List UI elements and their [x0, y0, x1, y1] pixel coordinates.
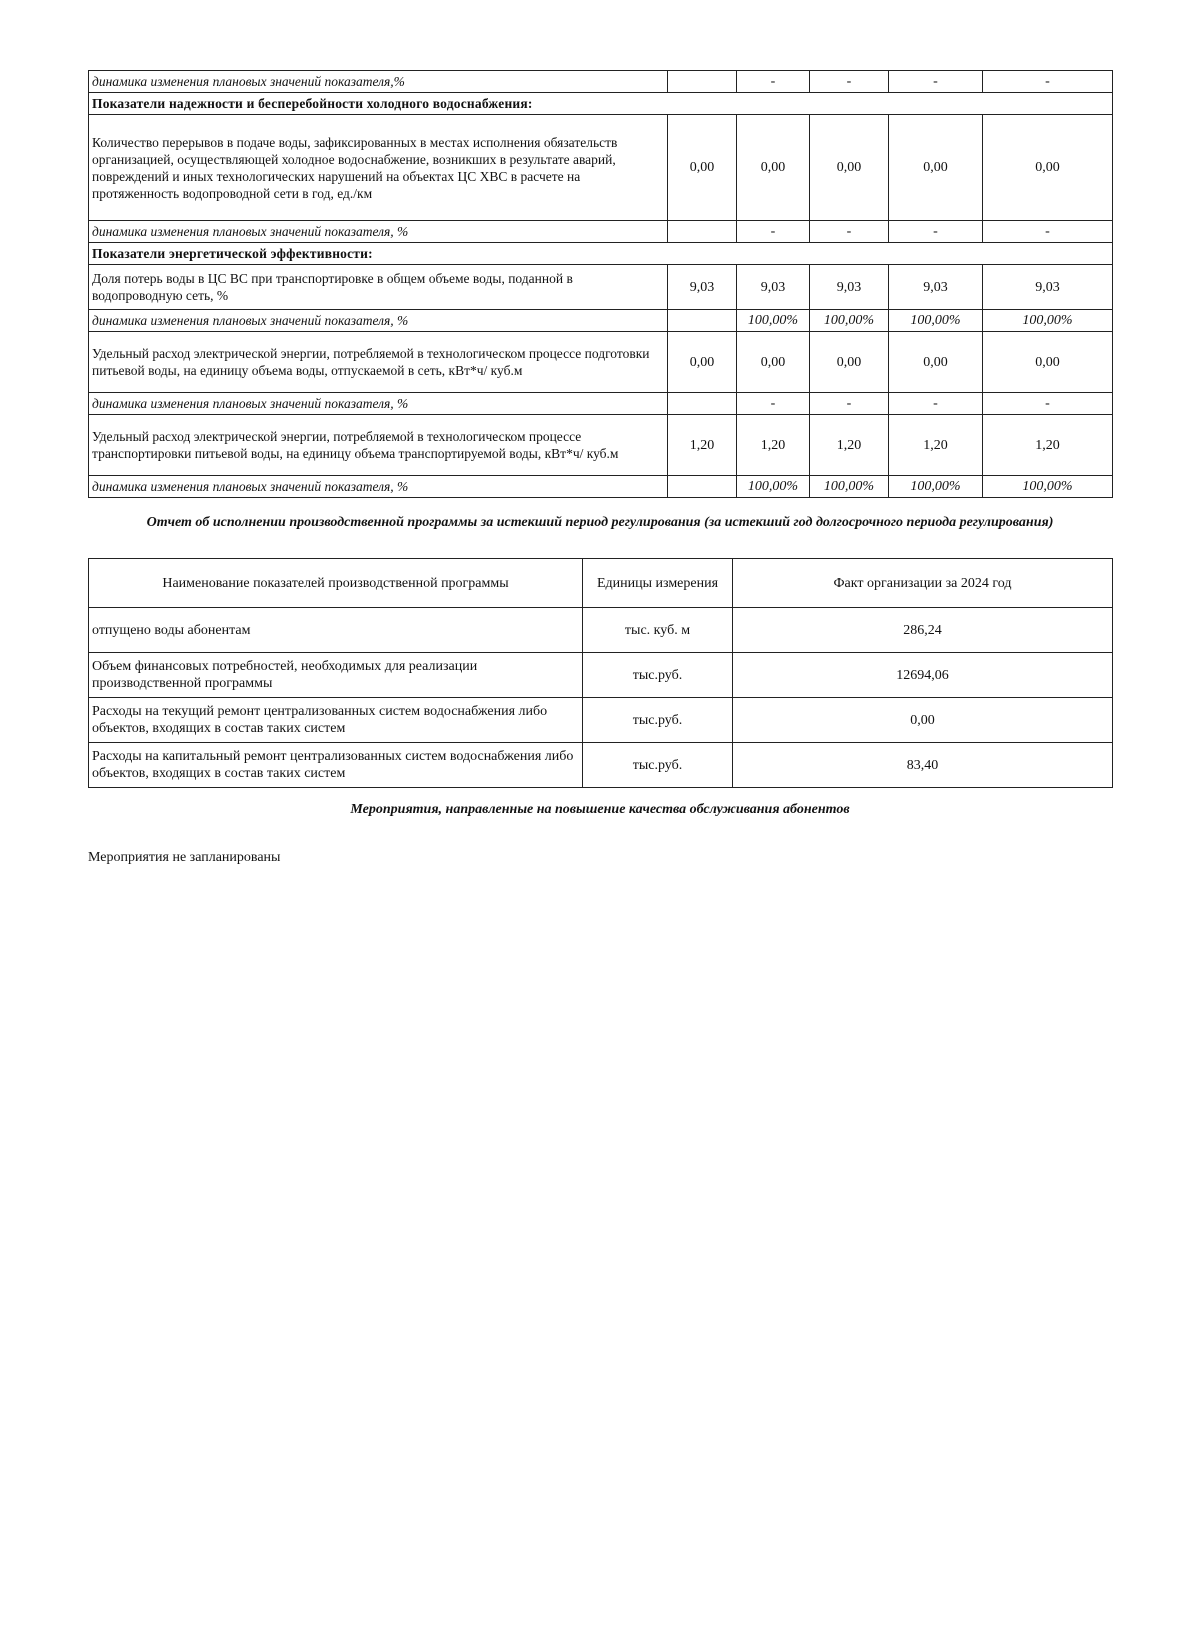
cell-value: - [983, 71, 1113, 93]
cell-value: 0,00 [737, 332, 810, 393]
row-label: Расходы на текущий ремонт централизованных систем водоснабжения либо объектов, входящих в состав таких систем [89, 698, 583, 743]
cell-value: - [810, 393, 889, 415]
cell-value: 1,20 [810, 415, 889, 476]
cell-value: 1,20 [668, 415, 737, 476]
cell-value: - [983, 221, 1113, 243]
cell-value: - [810, 71, 889, 93]
cell-unit: тыс.руб. [583, 653, 733, 698]
cell-value: 83,40 [733, 743, 1113, 788]
table-row [89, 393, 1113, 415]
cell-value: 9,03 [983, 265, 1113, 310]
row-label: Удельный расход электрической энергии, потребляемой в технологическом процессе транспортировки питьевой воды, на единицу объема транспортируемой воды, кВт*ч/ куб.м [89, 415, 668, 476]
column-header: Единицы измерения [583, 559, 733, 608]
cell-value: 9,03 [810, 265, 889, 310]
cell-value [668, 71, 737, 93]
cell-value: - [737, 393, 810, 415]
cell-unit: тыс.руб. [583, 698, 733, 743]
cell-value: 12694,06 [733, 653, 1113, 698]
cell-value: - [810, 221, 889, 243]
row-label: отпущено воды абонентам [89, 608, 583, 653]
section-title: Показатели энергетической эффективности: [89, 243, 1113, 265]
cell-value [668, 310, 737, 332]
table-row [89, 332, 1113, 393]
row-label: динамика изменения плановых значений показателя, % [89, 310, 668, 332]
cell-value: 0,00 [668, 115, 737, 221]
cell-value: - [889, 221, 983, 243]
row-label: динамика изменения плановых значений показателя,% [89, 71, 668, 93]
column-header: Наименование показателей производственной программы [89, 559, 583, 608]
cell-value: - [889, 393, 983, 415]
cell-value: 100,00% [810, 476, 889, 498]
cell-value: 9,03 [668, 265, 737, 310]
cell-value: 0,00 [733, 698, 1113, 743]
report-heading: Отчет об исполнении производственной программы за истекший период регулирования (за истекший год долгосрочного периода регулирования) [146, 515, 1054, 530]
cell-value [668, 393, 737, 415]
table-row [89, 743, 1113, 788]
table-row [89, 653, 1113, 698]
row-label: Объем финансовых потребностей, необходимых для реализации производственной программы [89, 653, 583, 698]
cell-value: 100,00% [737, 310, 810, 332]
cell-value: 286,24 [733, 608, 1113, 653]
cell-value [668, 476, 737, 498]
cell-value [668, 221, 737, 243]
cell-value: 100,00% [737, 476, 810, 498]
cell-unit: тыс. куб. м [583, 608, 733, 653]
cell-value: 100,00% [983, 310, 1113, 332]
measures-heading: Мероприятия, направленные на повышение качества обслуживания абонентов [350, 802, 850, 817]
table-row [89, 221, 1113, 243]
section-row [89, 93, 1113, 115]
table-row [89, 265, 1113, 310]
cell-value: - [737, 221, 810, 243]
row-label: динамика изменения плановых значений показателя, % [89, 221, 668, 243]
indicators-table [88, 70, 1113, 498]
cell-value: 100,00% [889, 310, 983, 332]
cell-value: 0,00 [983, 115, 1113, 221]
cell-value: 1,20 [737, 415, 810, 476]
measures-note: Мероприятия не запланированы [88, 850, 281, 865]
table-row [89, 415, 1113, 476]
table-row [89, 476, 1113, 498]
row-label: динамика изменения плановых значений показателя, % [89, 476, 668, 498]
cell-value: - [889, 71, 983, 93]
cell-value: - [737, 71, 810, 93]
table-row [89, 115, 1113, 221]
table-row [89, 310, 1113, 332]
table-row [89, 71, 1113, 93]
cell-value: 0,00 [668, 332, 737, 393]
row-label: динамика изменения плановых значений показателя, % [89, 393, 668, 415]
row-label: Доля потерь воды в ЦС ВС при транспортировке в общем объеме воды, поданной в водопроводную сеть, % [89, 265, 668, 310]
cell-value: 100,00% [983, 476, 1113, 498]
cell-value: - [983, 393, 1113, 415]
section-row [89, 243, 1113, 265]
cell-value: 0,00 [810, 332, 889, 393]
section-title: Показатели надежности и бесперебойности холодного водоснабжения: [89, 93, 1113, 115]
cell-value: 1,20 [889, 415, 983, 476]
column-header: Факт организации за 2024 год [733, 559, 1113, 608]
row-label: Количество перерывов в подаче воды, зафиксированных в местах исполнения обязательств организацией, осуществляющей холодное водоснабжение, возникших в результате аварий, повреждений и иных технологических нарушений на объектах ЦС ХВС в расчете на протяженность водопроводной сети в год, ед./км [89, 115, 668, 221]
table-header-row [89, 559, 1113, 608]
report-table [88, 558, 1113, 788]
cell-value: 0,00 [889, 332, 983, 393]
cell-value: 100,00% [810, 310, 889, 332]
row-label: Удельный расход электрической энергии, потребляемой в технологическом процессе подготовки питьевой воды, на единицу объема воды, отпускаемой в сеть, кВт*ч/ куб.м [89, 332, 668, 393]
row-label: Расходы на капитальный ремонт централизованных систем водоснабжения либо объектов, входящих в состав таких систем [89, 743, 583, 788]
cell-value: 100,00% [889, 476, 983, 498]
cell-value: 9,03 [889, 265, 983, 310]
table-row [89, 698, 1113, 743]
cell-unit: тыс.руб. [583, 743, 733, 788]
cell-value: 0,00 [810, 115, 889, 221]
cell-value: 0,00 [983, 332, 1113, 393]
cell-value: 0,00 [737, 115, 810, 221]
table-row [89, 608, 1113, 653]
cell-value: 9,03 [737, 265, 810, 310]
cell-value: 0,00 [889, 115, 983, 221]
cell-value: 1,20 [983, 415, 1113, 476]
